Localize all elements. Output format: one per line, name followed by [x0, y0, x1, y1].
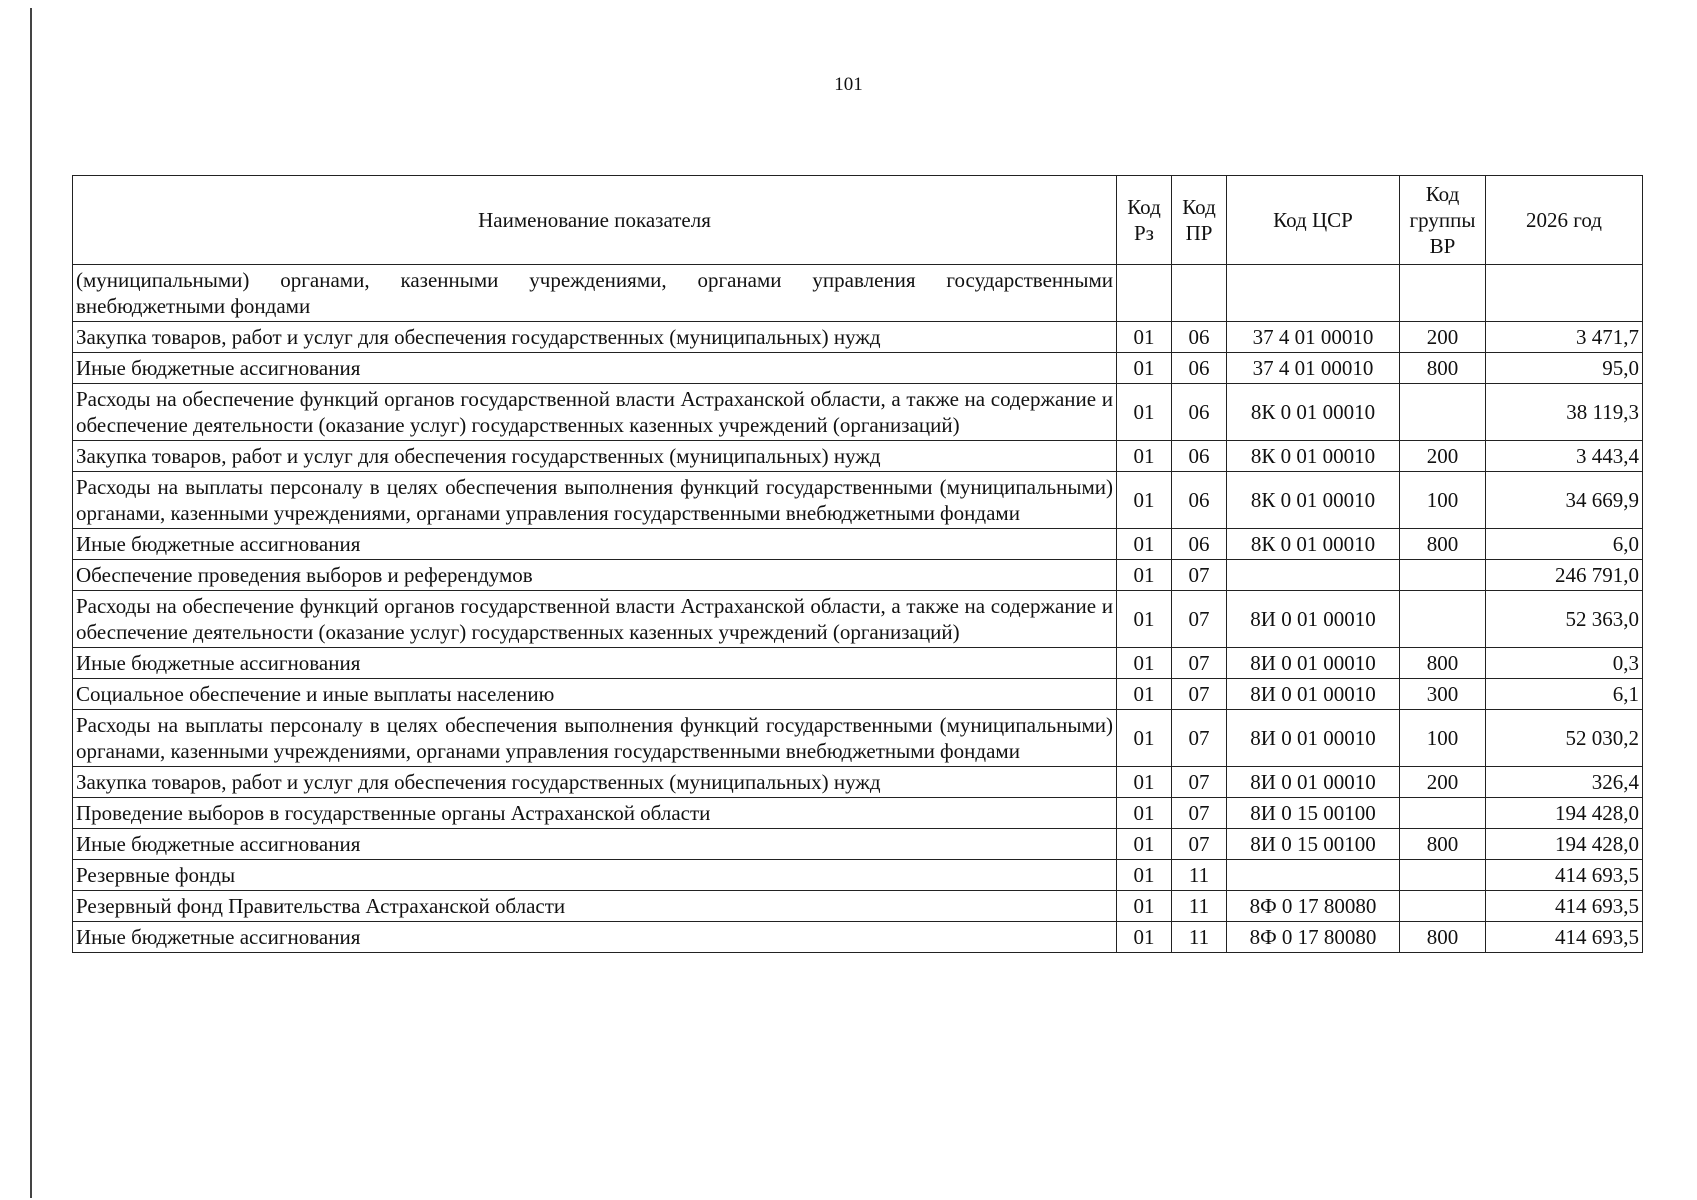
- row-value-2026: 3 443,4: [1486, 441, 1643, 472]
- page-number: 101: [834, 74, 863, 95]
- row-csr-code: 37 4 01 00010: [1227, 322, 1400, 353]
- row-csr-code: 8И 0 01 00010: [1227, 591, 1400, 648]
- table-row: [73, 648, 1643, 679]
- row-pr-code: 06: [1172, 472, 1227, 529]
- row-csr-code: 8К 0 01 00010: [1227, 384, 1400, 441]
- row-pr-code: 07: [1172, 829, 1227, 860]
- row-csr-code: 8И 0 15 00100: [1227, 798, 1400, 829]
- row-value-2026: 414 693,5: [1486, 922, 1643, 953]
- row-rz-code: 01: [1117, 591, 1172, 648]
- row-csr-code: [1227, 560, 1400, 591]
- row-vr-code: [1400, 798, 1486, 829]
- row-value-2026: 3 471,7: [1486, 322, 1643, 353]
- row-rz-code: 01: [1117, 353, 1172, 384]
- row-rz-code: 01: [1117, 767, 1172, 798]
- row-name: Закупка товаров, работ и услуг для обеспечения государственных (муниципальных) нужд: [73, 767, 1117, 798]
- row-pr-code: 07: [1172, 798, 1227, 829]
- row-pr-code: 06: [1172, 322, 1227, 353]
- row-name: Иные бюджетные ассигнования: [73, 529, 1117, 560]
- header-vr: Код группы ВР: [1400, 176, 1486, 265]
- row-name: Обеспечение проведения выборов и референдумов: [73, 560, 1117, 591]
- table-row: [73, 441, 1643, 472]
- row-rz-code: 01: [1117, 679, 1172, 710]
- row-value-2026: [1486, 265, 1643, 322]
- row-value-2026: 6,0: [1486, 529, 1643, 560]
- table-row: [73, 710, 1643, 767]
- row-name: Резервный фонд Правительства Астраханской области: [73, 891, 1117, 922]
- row-vr-code: 200: [1400, 767, 1486, 798]
- row-pr-code: 06: [1172, 353, 1227, 384]
- row-csr-code: 8К 0 01 00010: [1227, 472, 1400, 529]
- row-rz-code: 01: [1117, 922, 1172, 953]
- row-vr-code: 200: [1400, 322, 1486, 353]
- row-rz-code: 01: [1117, 441, 1172, 472]
- row-vr-code: 300: [1400, 679, 1486, 710]
- row-value-2026: 0,3: [1486, 648, 1643, 679]
- row-csr-code: [1227, 265, 1400, 322]
- row-rz-code: 01: [1117, 798, 1172, 829]
- row-value-2026: 414 693,5: [1486, 891, 1643, 922]
- row-value-2026: 6,1: [1486, 679, 1643, 710]
- row-rz-code: 01: [1117, 529, 1172, 560]
- header-row: [73, 176, 1643, 265]
- table-row: [73, 829, 1643, 860]
- row-rz-code: 01: [1117, 891, 1172, 922]
- row-vr-code: 800: [1400, 922, 1486, 953]
- row-csr-code: 8К 0 01 00010: [1227, 529, 1400, 560]
- row-value-2026: 52 363,0: [1486, 591, 1643, 648]
- row-value-2026: 34 669,9: [1486, 472, 1643, 529]
- row-csr-code: 8И 0 15 00100: [1227, 829, 1400, 860]
- row-pr-code: 07: [1172, 560, 1227, 591]
- row-vr-code: 100: [1400, 710, 1486, 767]
- row-csr-code: 8И 0 01 00010: [1227, 648, 1400, 679]
- row-pr-code: 06: [1172, 529, 1227, 560]
- row-rz-code: 01: [1117, 829, 1172, 860]
- row-rz-code: 01: [1117, 710, 1172, 767]
- row-rz-code: 01: [1117, 648, 1172, 679]
- row-vr-code: 800: [1400, 353, 1486, 384]
- row-pr-code: 06: [1172, 384, 1227, 441]
- row-value-2026: 246 791,0: [1486, 560, 1643, 591]
- row-pr-code: 07: [1172, 767, 1227, 798]
- row-pr-code: 11: [1172, 860, 1227, 891]
- row-vr-code: 800: [1400, 829, 1486, 860]
- row-name: Расходы на выплаты персоналу в целях обеспечения выполнения функций государственными (муниципальными) органами, казенными учреждениями, органами управления государственными внебюджетными фондами: [73, 710, 1117, 767]
- row-name: Иные бюджетные ассигнования: [73, 648, 1117, 679]
- row-name: Социальное обеспечение и иные выплаты населению: [73, 679, 1117, 710]
- table-row: [73, 322, 1643, 353]
- table-row: [73, 353, 1643, 384]
- row-pr-code: 07: [1172, 710, 1227, 767]
- row-vr-code: [1400, 860, 1486, 891]
- row-rz-code: 01: [1117, 384, 1172, 441]
- row-name: Расходы на обеспечение функций органов государственной власти Астраханской области, а также на содержание и обеспечение деятельности (оказание услуг) государственных казенных учреждений (организаций): [73, 591, 1117, 648]
- row-value-2026: 326,4: [1486, 767, 1643, 798]
- row-name: Расходы на выплаты персоналу в целях обеспечения выполнения функций государственными (муниципальными) органами, казенными учреждениями, органами управления государственными внебюджетными фондами: [73, 472, 1117, 529]
- row-vr-code: 800: [1400, 529, 1486, 560]
- row-name: Расходы на обеспечение функций органов государственной власти Астраханской области, а также на содержание и обеспечение деятельности (оказание услуг) государственных казенных учреждений (организаций): [73, 384, 1117, 441]
- row-pr-code: 07: [1172, 679, 1227, 710]
- row-pr-code: 11: [1172, 922, 1227, 953]
- row-value-2026: 414 693,5: [1486, 860, 1643, 891]
- row-vr-code: [1400, 265, 1486, 322]
- row-rz-code: 01: [1117, 472, 1172, 529]
- row-vr-code: 200: [1400, 441, 1486, 472]
- header-rz: Код Рз: [1117, 176, 1172, 265]
- table-row: [73, 384, 1643, 441]
- table-row: [73, 679, 1643, 710]
- row-value-2026: 95,0: [1486, 353, 1643, 384]
- row-csr-code: 8К 0 01 00010: [1227, 441, 1400, 472]
- table-row: [73, 891, 1643, 922]
- page-margin-line: [30, 8, 32, 1198]
- row-value-2026: 194 428,0: [1486, 798, 1643, 829]
- row-value-2026: 38 119,3: [1486, 384, 1643, 441]
- row-name: Резервные фонды: [73, 860, 1117, 891]
- row-vr-code: [1400, 591, 1486, 648]
- row-name: Иные бюджетные ассигнования: [73, 353, 1117, 384]
- header-year: 2026 год: [1486, 176, 1643, 265]
- budget-table: [72, 175, 1643, 953]
- header-name: Наименование показателя: [73, 176, 1117, 265]
- row-vr-code: [1400, 891, 1486, 922]
- row-csr-code: 37 4 01 00010: [1227, 353, 1400, 384]
- row-rz-code: 01: [1117, 322, 1172, 353]
- row-rz-code: 01: [1117, 560, 1172, 591]
- row-pr-code: 07: [1172, 591, 1227, 648]
- row-name: Закупка товаров, работ и услуг для обеспечения государственных (муниципальных) нужд: [73, 441, 1117, 472]
- row-value-2026: 194 428,0: [1486, 829, 1643, 860]
- table-row: [73, 560, 1643, 591]
- row-vr-code: [1400, 384, 1486, 441]
- row-vr-code: [1400, 560, 1486, 591]
- row-csr-code: 8И 0 01 00010: [1227, 710, 1400, 767]
- table-row: [73, 922, 1643, 953]
- row-pr-code: [1172, 265, 1227, 322]
- row-vr-code: 800: [1400, 648, 1486, 679]
- table-header: [73, 176, 1643, 265]
- row-csr-code: [1227, 860, 1400, 891]
- row-csr-code: 8И 0 01 00010: [1227, 679, 1400, 710]
- row-rz-code: 01: [1117, 860, 1172, 891]
- row-name: Иные бюджетные ассигнования: [73, 829, 1117, 860]
- table-row: [73, 529, 1643, 560]
- row-csr-code: 8И 0 01 00010: [1227, 767, 1400, 798]
- row-csr-code: 8Ф 0 17 80080: [1227, 891, 1400, 922]
- table-row: [73, 472, 1643, 529]
- table-row: [73, 767, 1643, 798]
- row-vr-code: 100: [1400, 472, 1486, 529]
- table-row: [73, 265, 1643, 322]
- row-rz-code: [1117, 265, 1172, 322]
- row-pr-code: 11: [1172, 891, 1227, 922]
- row-pr-code: 07: [1172, 648, 1227, 679]
- header-pr: Код ПР: [1172, 176, 1227, 265]
- row-name: Закупка товаров, работ и услуг для обеспечения государственных (муниципальных) нужд: [73, 322, 1117, 353]
- table-body: [73, 265, 1643, 953]
- row-name: Проведение выборов в государственные органы Астраханской области: [73, 798, 1117, 829]
- table-row: [73, 798, 1643, 829]
- row-name: (муниципальными) органами, казенными учреждениями, органами управления государственными внебюджетными фондами: [73, 265, 1117, 322]
- row-name: Иные бюджетные ассигнования: [73, 922, 1117, 953]
- header-csr: Код ЦСР: [1227, 176, 1400, 265]
- table-row: [73, 860, 1643, 891]
- row-value-2026: 52 030,2: [1486, 710, 1643, 767]
- row-csr-code: 8Ф 0 17 80080: [1227, 922, 1400, 953]
- table-row: [73, 591, 1643, 648]
- row-pr-code: 06: [1172, 441, 1227, 472]
